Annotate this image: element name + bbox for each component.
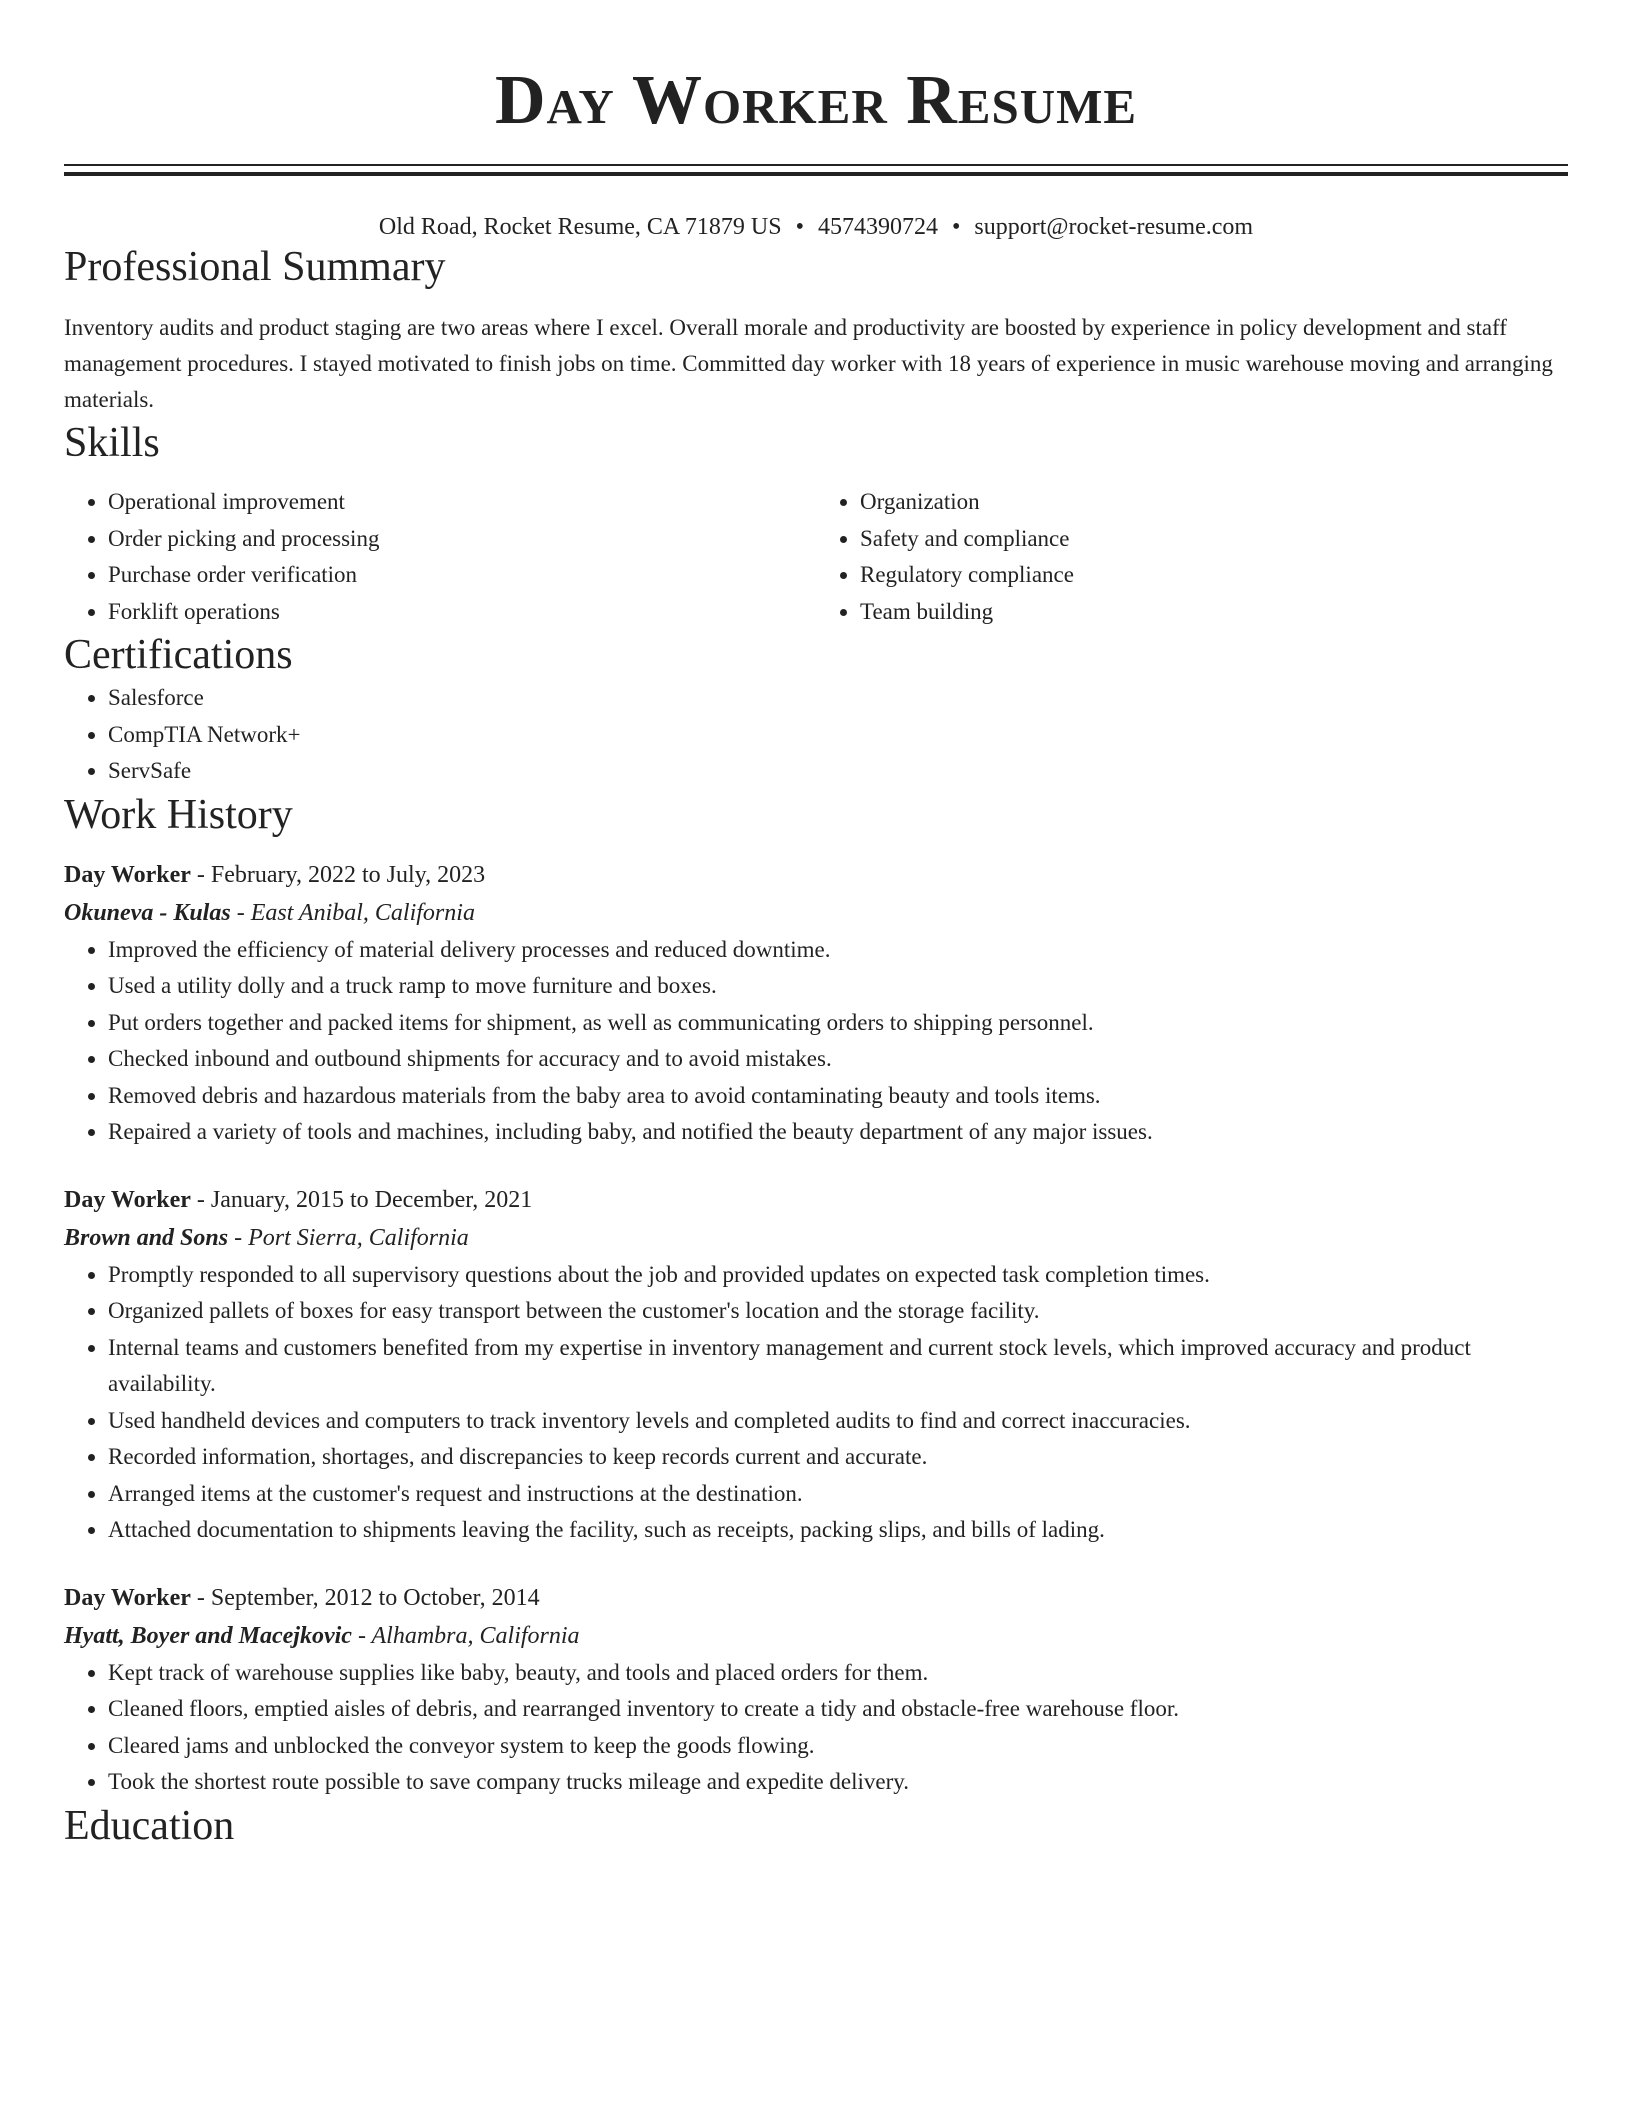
- contact-phone: 4574390724: [817, 214, 938, 240]
- job-company-line: Okuneva - Kulas - East Anibal, California: [64, 899, 475, 926]
- job-bullet: • Arranged items at the customer's request and instructions at the destination.: [108, 1476, 1568, 1513]
- title-rule-thin: [64, 164, 1568, 166]
- job-bullet: • Promptly responded to all supervisory questions about the job and provided updates on expected task completion times.: [108, 1257, 1568, 1294]
- job-title-line: Day Worker - January, 2015 to December, 2021: [64, 1186, 533, 1213]
- certification-item: • Salesforce: [108, 680, 1568, 717]
- job-location: Port Sierra, California: [248, 1224, 469, 1251]
- job-title: Day Worker: [64, 861, 191, 888]
- job-title: Day Worker: [64, 1584, 191, 1611]
- title-rule-thick: [64, 172, 1568, 176]
- job-bullets: [64, 932, 1568, 1151]
- skill-item: • Purchase order verification: [108, 557, 816, 594]
- job-bullets: [64, 1257, 1568, 1549]
- certification-item: • ServSafe: [108, 753, 1568, 790]
- skill-item: • Regulatory compliance: [860, 557, 1568, 594]
- job-bullet: • Cleaned floors, emptied aisles of debris, and rearranged inventory to create a tidy and obstacle-free warehouse floor.: [108, 1691, 1568, 1728]
- resume-title: Day Worker Resume: [494, 62, 1138, 139]
- job-bullet: • Organized pallets of boxes for easy transport between the customer's location and the storage facility.: [108, 1293, 1568, 1330]
- job-company: Okuneva - Kulas: [64, 899, 231, 926]
- job-bullet: • Checked inbound and outbound shipments for accuracy and to avoid mistakes.: [108, 1041, 1568, 1078]
- skills-list-right: [816, 484, 1568, 630]
- education-heading: Education: [64, 1802, 235, 1849]
- job-bullet: • Attached documentation to shipments leaving the facility, such as receipts, packing slips, and bills of lading.: [108, 1512, 1568, 1549]
- job-location: East Anibal, California: [250, 899, 475, 926]
- job-entry: [64, 856, 1568, 1151]
- job-dates: February, 2022 to July, 2023: [210, 861, 486, 888]
- job-bullet: • Recorded information, shortages, and discrepancies to keep records current and accurate.: [108, 1439, 1568, 1476]
- job-bullet: • Took the shortest route possible to save company trucks mileage and expedite delivery.: [108, 1764, 1568, 1801]
- skill-item: • Organization: [860, 484, 1568, 521]
- certifications-heading: Certifications: [64, 632, 293, 678]
- contact-separator: •: [951, 214, 961, 240]
- job-entry: [64, 1181, 1568, 1549]
- job-bullet: • Used a utility dolly and a truck ramp to move furniture and boxes.: [108, 968, 1568, 1005]
- job-bullet: • Improved the efficiency of material delivery processes and reduced downtime.: [108, 932, 1568, 969]
- skills-columns: [64, 484, 1568, 630]
- certifications-list: [64, 680, 1568, 790]
- job-bullet: • Removed debris and hazardous materials from the baby area to avoid contaminating beauty and tools items.: [108, 1078, 1568, 1115]
- job-bullet: • Cleared jams and unblocked the conveyor system to keep the goods flowing.: [108, 1728, 1568, 1765]
- job-entry: [64, 1579, 1568, 1801]
- certification-item: • CompTIA Network+: [108, 717, 1568, 754]
- skill-item: • Safety and compliance: [860, 521, 1568, 558]
- job-title: Day Worker: [64, 1186, 191, 1213]
- summary-text: Inventory audits and product staging are two areas where I excel. Overall morale and productivity are boosted by experience in policy development and staff management procedures. I stayed motivated to finish jobs on time. Committed day worker with 18 years of experience in music warehouse moving and arranging materials.: [64, 315, 1553, 412]
- skills-list-left: [64, 484, 816, 630]
- job-bullet: • Kept track of warehouse supplies like baby, beauty, and tools and placed orders for them.: [108, 1655, 1568, 1692]
- skill-item: • Order picking and processing: [108, 521, 816, 558]
- skill-item: • Team building: [860, 594, 1568, 631]
- skills-heading: Skills: [64, 420, 160, 466]
- job-company-line: Brown and Sons - Port Sierra, California: [64, 1224, 469, 1251]
- job-bullet: • Repaired a variety of tools and machines, including baby, and notified the beauty department of any major issues.: [108, 1114, 1568, 1151]
- job-company: Hyatt, Boyer and Macejkovic: [64, 1622, 352, 1649]
- summary-heading: Professional Summary: [64, 244, 446, 290]
- work-history-heading: Work History: [64, 791, 293, 838]
- job-dates: September, 2012 to October, 2014: [210, 1584, 540, 1611]
- job-company: Brown and Sons: [64, 1224, 229, 1251]
- job-title-line: Day Worker - February, 2022 to July, 2023: [64, 861, 486, 888]
- job-dates: January, 2015 to December, 2021: [210, 1186, 533, 1213]
- contact-line: [64, 212, 1568, 242]
- job-bullet: • Put orders together and packed items for shipment, as well as communicating orders to shipping personnel.: [108, 1005, 1568, 1042]
- contact-separator: •: [795, 214, 804, 240]
- job-bullets: [64, 1655, 1568, 1801]
- job-bullet: • Used handheld devices and computers to track inventory levels and completed audits to find and correct inaccuracies.: [108, 1403, 1568, 1440]
- job-location: Alhambra, California: [371, 1622, 580, 1649]
- contact-address: Old Road, Rocket Resume, CA 71879 US: [378, 214, 782, 240]
- job-title-line: Day Worker - September, 2012 to October, 2014: [64, 1584, 540, 1611]
- job-company-line: Hyatt, Boyer and Macejkovic - Alhambra, California: [64, 1622, 580, 1649]
- job-bullet: • Internal teams and customers benefited from my expertise in inventory management and current stock levels, which improved accuracy and product availability.: [108, 1330, 1568, 1403]
- contact-email: support@rocket-resume.com: [974, 214, 1254, 240]
- skill-item: • Forklift operations: [108, 594, 816, 631]
- skill-item: • Operational improvement: [108, 484, 816, 521]
